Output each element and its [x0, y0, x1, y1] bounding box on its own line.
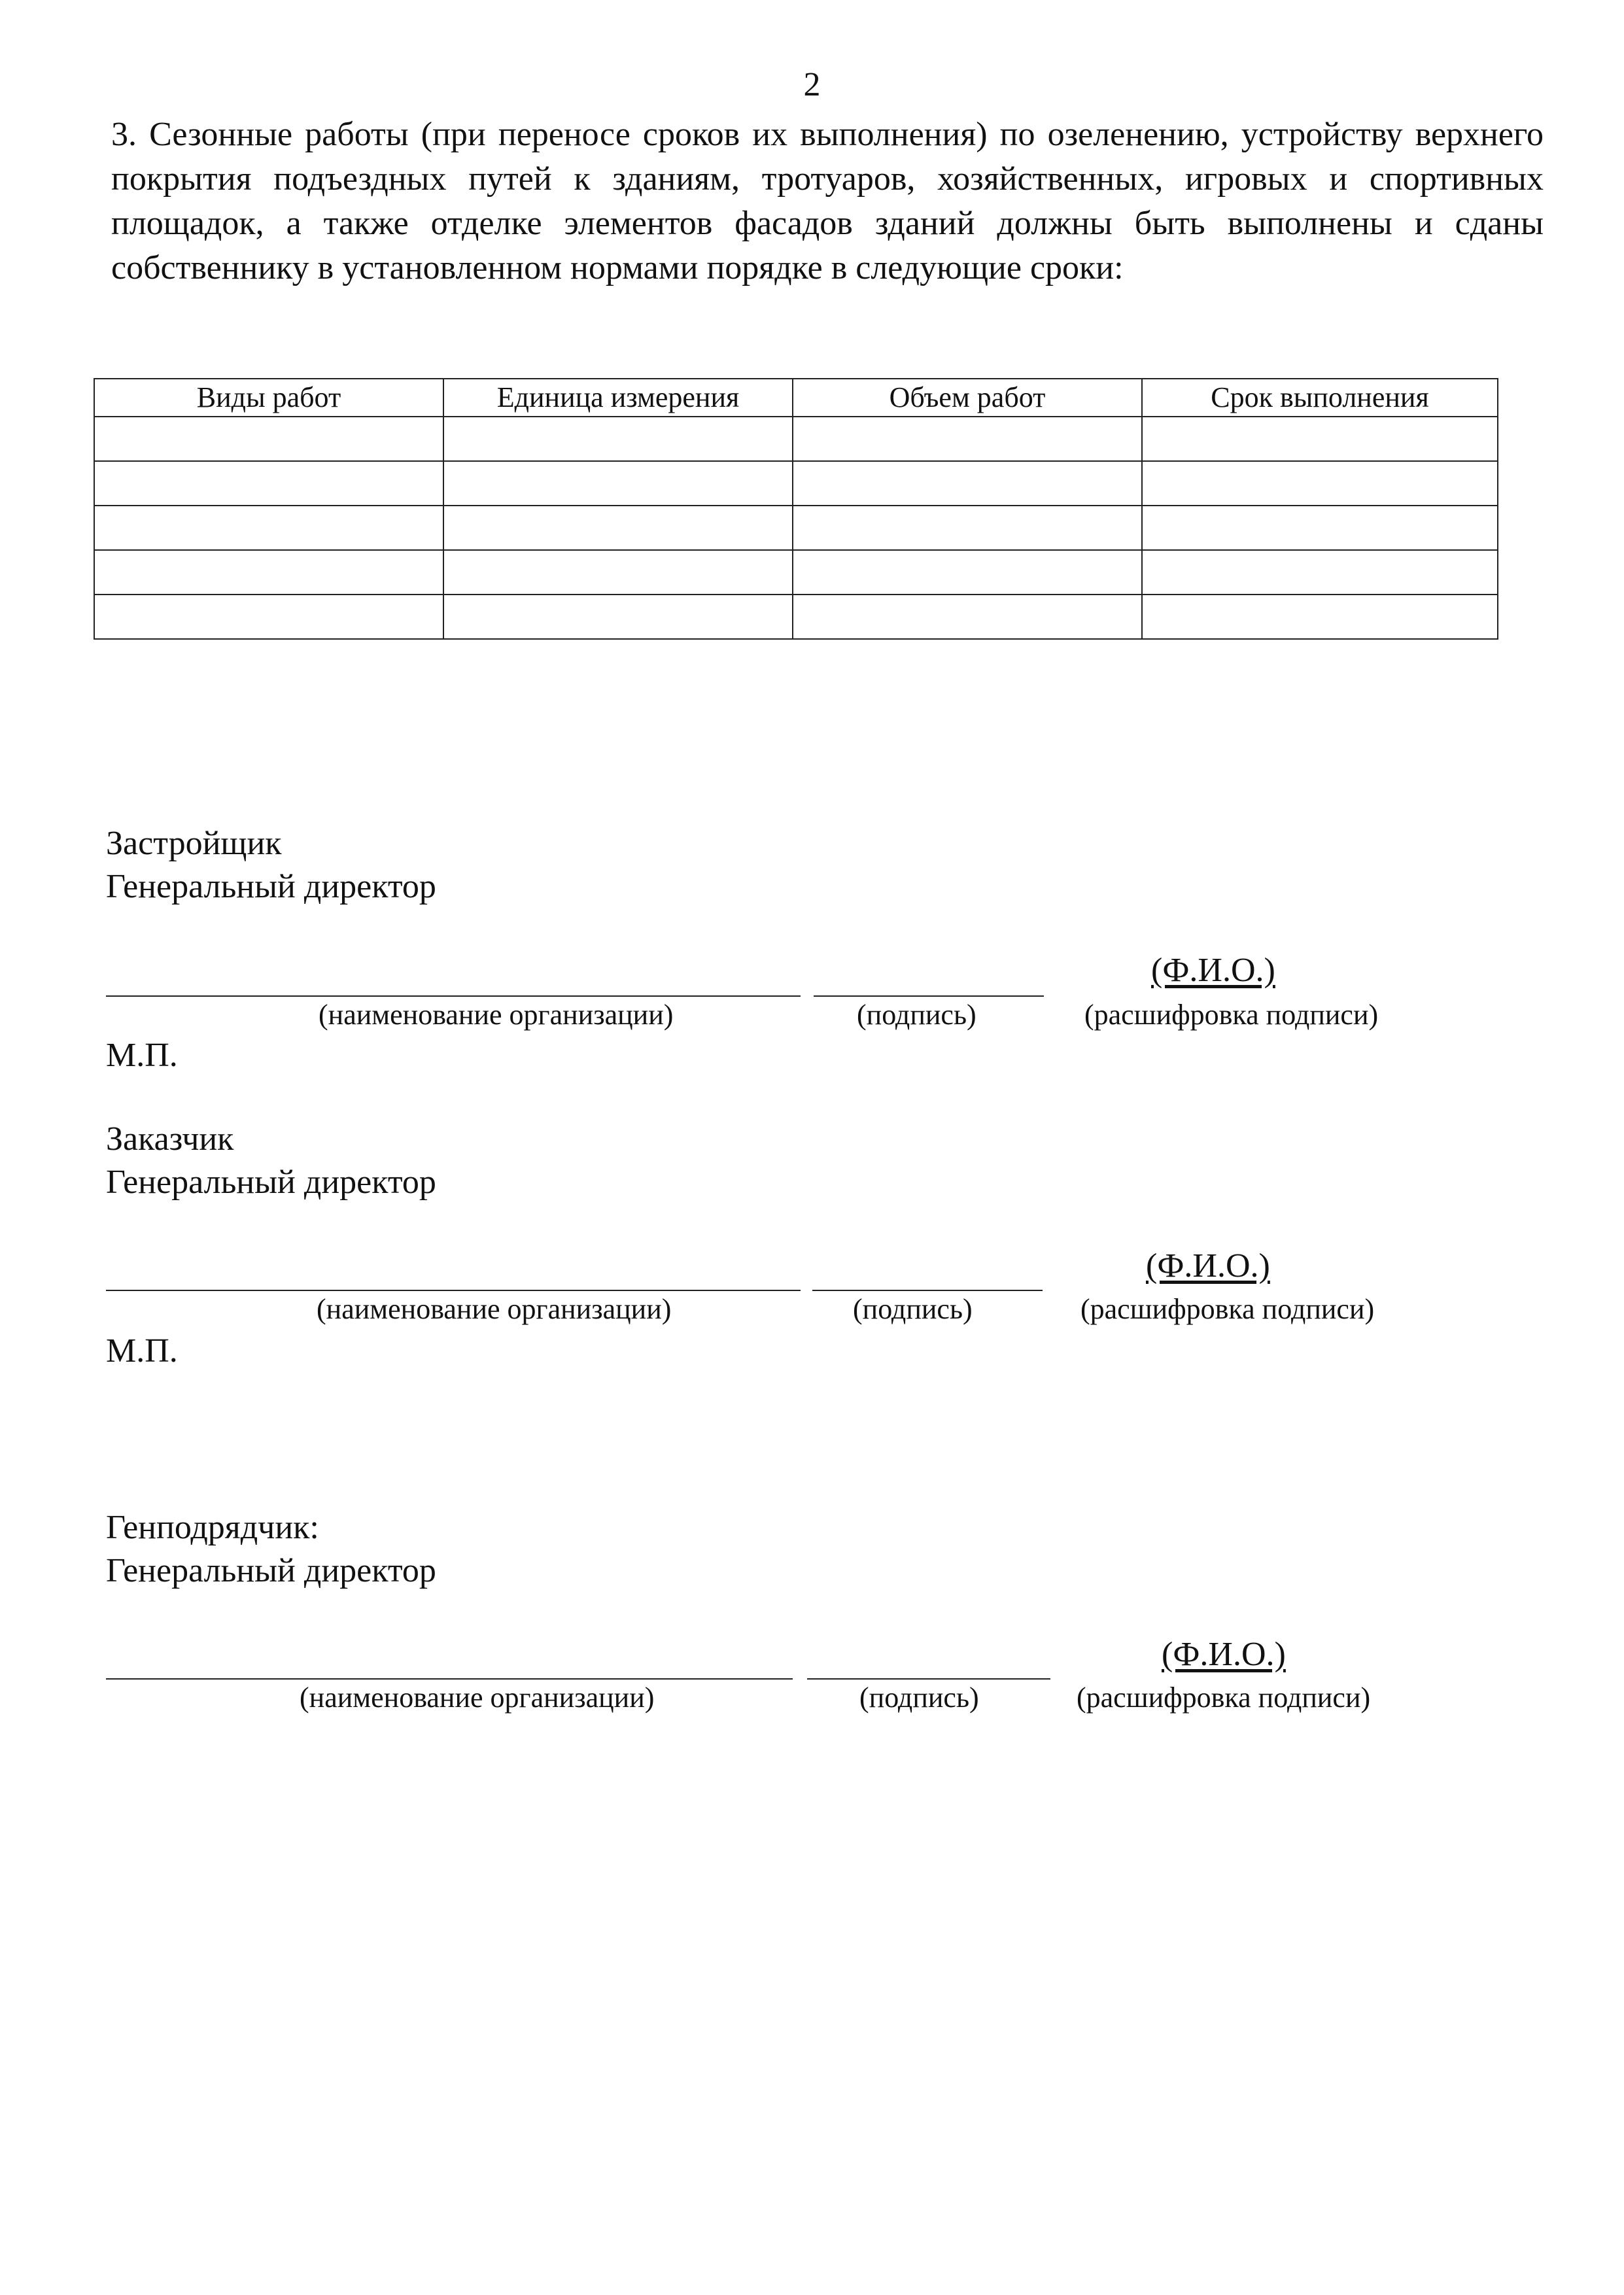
- organization-caption: (наименование организации): [300, 1682, 655, 1714]
- table-header-row: [94, 379, 1498, 417]
- header-unit: Единица измерения: [443, 379, 793, 417]
- signature-caption: (подпись): [859, 1682, 979, 1714]
- header-work-types: Виды работ: [94, 379, 443, 417]
- table-cell[interactable]: [793, 595, 1142, 639]
- table-cell[interactable]: [94, 595, 443, 639]
- fio-placeholder: (Ф.И.О.): [1146, 1247, 1270, 1285]
- signature-decode-caption: (расшифровка подписи): [1080, 1293, 1375, 1325]
- signature-line[interactable]: [807, 1678, 1050, 1680]
- table-cell[interactable]: [1142, 417, 1498, 461]
- table-cell[interactable]: [443, 461, 793, 506]
- party-name: Застройщик: [106, 825, 282, 862]
- stamp-place: М.П.: [106, 1332, 178, 1370]
- organization-name-line[interactable]: [106, 995, 801, 997]
- table-cell[interactable]: [793, 506, 1142, 550]
- organization-name-line[interactable]: [106, 1290, 801, 1291]
- signature-block-developer: [106, 823, 1479, 1097]
- table-cell[interactable]: [1142, 595, 1498, 639]
- signature-decode-caption: (расшифровка подписи): [1084, 999, 1379, 1031]
- table-row: [94, 550, 1498, 595]
- table-row: [94, 461, 1498, 506]
- table-cell[interactable]: [443, 595, 793, 639]
- party-position: Генеральный директор: [106, 868, 436, 905]
- party-position: Генеральный директор: [106, 1552, 436, 1589]
- table-cell[interactable]: [1142, 506, 1498, 550]
- fio-placeholder: (Ф.И.О.): [1162, 1636, 1286, 1673]
- table-cell[interactable]: [1142, 461, 1498, 506]
- table-cell[interactable]: [443, 550, 793, 595]
- table-row: [94, 506, 1498, 550]
- party-name: Генподрядчик:: [106, 1509, 319, 1546]
- table-cell[interactable]: [94, 461, 443, 506]
- signature-line[interactable]: [812, 1290, 1043, 1291]
- header-deadline: Срок выполнения: [1142, 379, 1498, 417]
- table-cell[interactable]: [443, 506, 793, 550]
- page-number: 2: [803, 66, 821, 103]
- table-cell[interactable]: [1142, 550, 1498, 595]
- seasonal-works-table: [94, 378, 1498, 640]
- stamp-place: М.П.: [106, 1037, 178, 1074]
- signature-line[interactable]: [814, 995, 1044, 997]
- table-row: [94, 595, 1498, 639]
- table-cell[interactable]: [94, 506, 443, 550]
- organization-caption: (наименование организации): [317, 1293, 672, 1325]
- table-cell[interactable]: [793, 417, 1142, 461]
- table-cell[interactable]: [793, 461, 1142, 506]
- table-row: [94, 417, 1498, 461]
- signature-block-customer: [106, 1118, 1479, 1393]
- signature-caption: (подпись): [857, 999, 976, 1031]
- organization-caption: (наименование организации): [319, 999, 674, 1031]
- fio-placeholder: (Ф.И.О.): [1151, 952, 1275, 989]
- table-cell[interactable]: [443, 417, 793, 461]
- table-cell[interactable]: [94, 417, 443, 461]
- party-position: Генеральный директор: [106, 1164, 436, 1201]
- signature-decode-caption: (расшифровка подписи): [1077, 1682, 1371, 1714]
- clause-3-paragraph: 3. Сезонные работы (при переносе сроков их выполнения) по озеленению, устройству верхнего покрытия подъездных путей к зданиям, тротуаров, хозяйственных, игровых и спортивных площадок, а также отделке элементов фасадов зданий должны быть выполнены и сданы собственнику в установленном нормами порядке в следующие сроки:: [111, 116, 1544, 286]
- signature-caption: (подпись): [853, 1293, 973, 1325]
- header-volume: Объем работ: [793, 379, 1142, 417]
- party-name: Заказчик: [106, 1120, 234, 1158]
- table-cell[interactable]: [94, 550, 443, 595]
- signature-block-general-contractor: [106, 1507, 1479, 1782]
- table-cell[interactable]: [793, 550, 1142, 595]
- organization-name-line[interactable]: [106, 1678, 793, 1680]
